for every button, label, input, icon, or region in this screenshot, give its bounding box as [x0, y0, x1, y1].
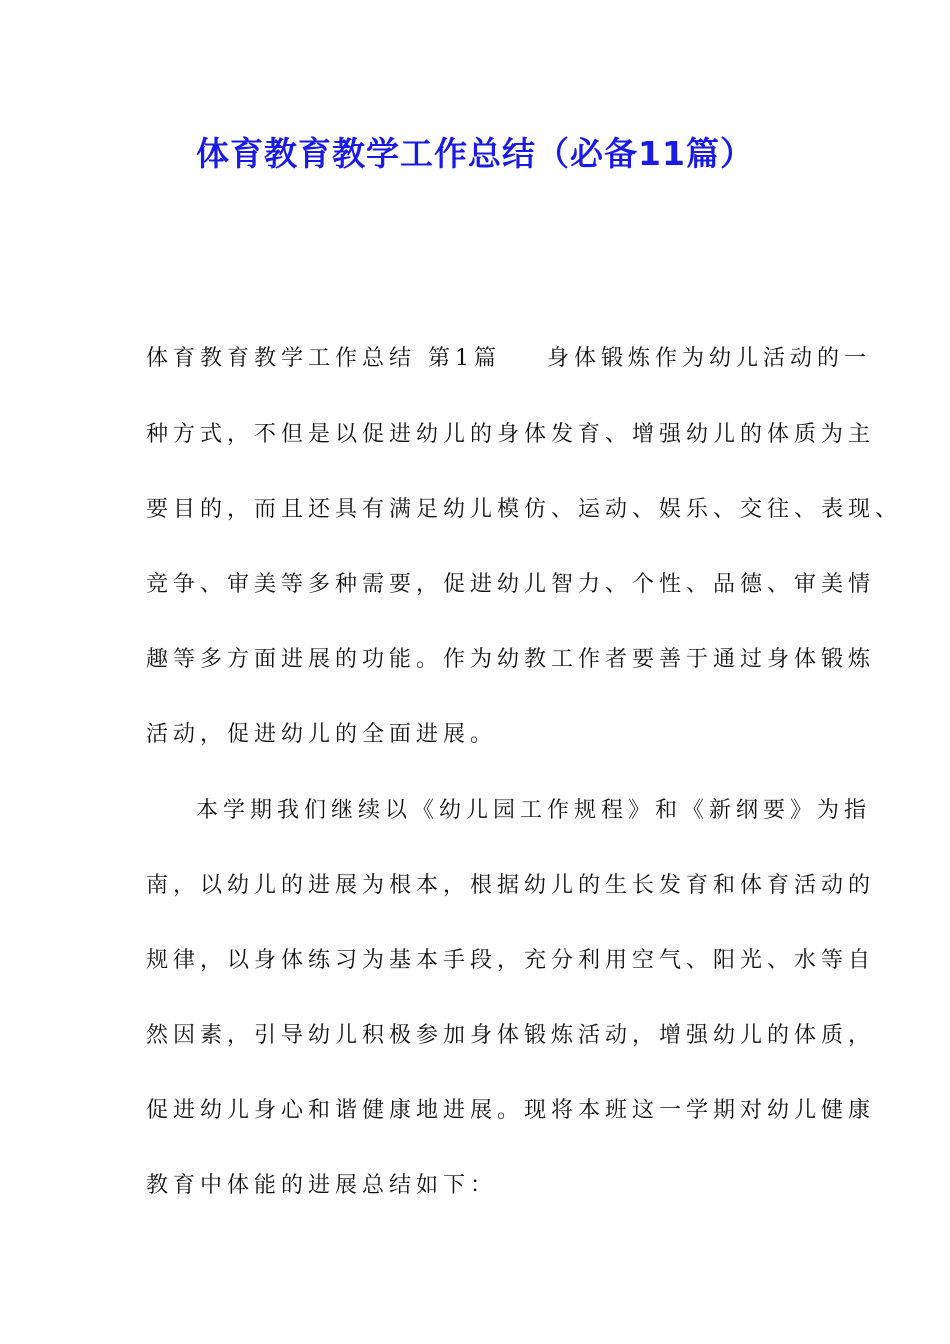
- paragraph-2-line-6: 教育中体能的进展总结如下：: [146, 1173, 498, 1198]
- paragraph-1-line-4: 竞争、审美等多种需要，促进幼儿智力、个性、品德、审美情: [146, 572, 876, 597]
- paragraph-2-line-2: 南，以幼儿的进展为根本，根据幼儿的生长发育和体育活动的: [146, 873, 876, 898]
- paragraph-2-line-1: 本学期我们继续以《幼儿园工作规程》和《新纲要》为指: [196, 798, 872, 823]
- paragraph-1-line-5: 趣等多方面进展的功能。作为幼教工作者要善于通过身体锻炼: [146, 647, 876, 672]
- paragraph-2-line-5: 促进幼儿身心和谐健康地进展。现将本班这一学期对幼儿健康: [146, 1098, 876, 1123]
- section-heading: 体育教育教学工作总结 第1篇: [146, 346, 501, 371]
- paragraph-2-line-4: 然因素，引导幼儿积极参加身体锻炼活动，增强幼儿的体质，: [146, 1023, 876, 1048]
- paragraph-2-line-3: 规律，以身体练习为基本手段，充分利用空气、阳光、水等自: [146, 948, 876, 973]
- paragraph-1-line-6: 活动，促进幼儿的全面进展。: [146, 722, 498, 747]
- paragraph-1-line-1-text: 身体锻炼作为幼儿活动的一: [547, 346, 872, 371]
- paragraph-1-line-3: 要目的，而且还具有满足幼儿模仿、运动、娱乐、交往、表现、: [146, 497, 903, 522]
- paragraph-1-line-2: 种方式，不但是以促进幼儿的身体发育、增强幼儿的体质为主: [146, 422, 876, 447]
- paragraph-1-line-1: [146, 344, 872, 374]
- document-title: 体育教育教学工作总结（必备11篇）: [196, 134, 754, 173]
